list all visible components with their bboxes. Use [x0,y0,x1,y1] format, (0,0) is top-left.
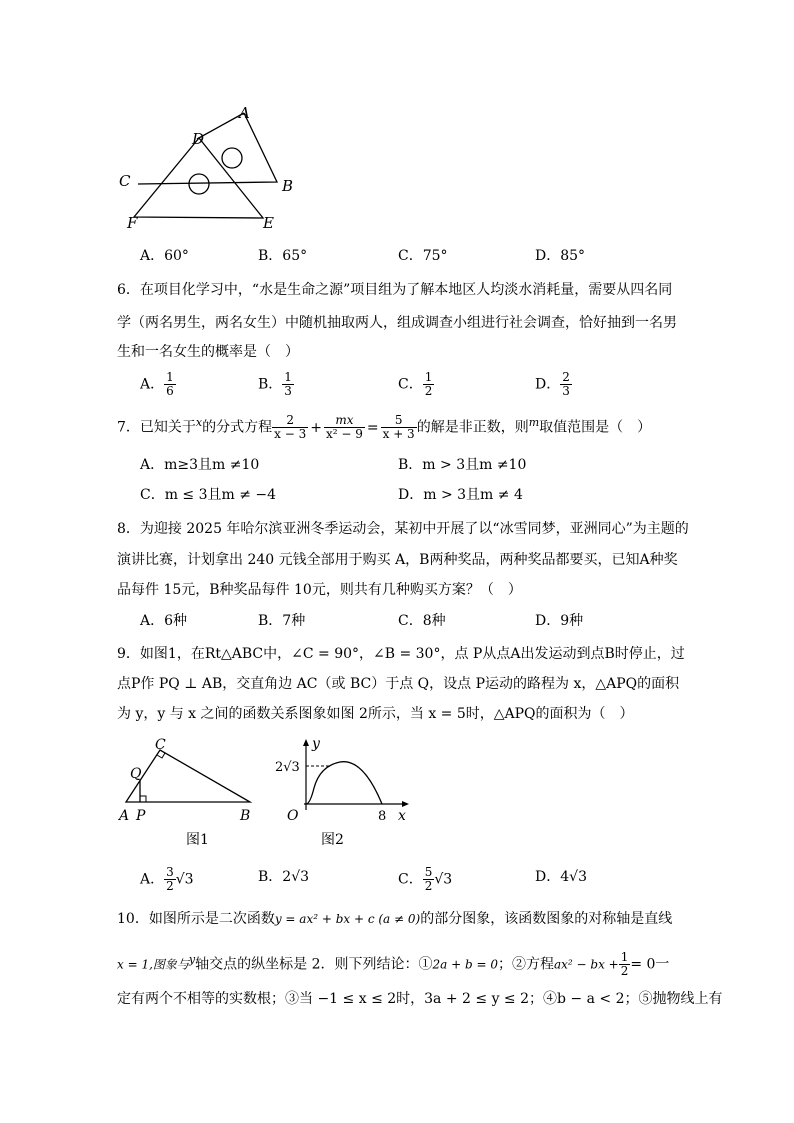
label-c: C [119,172,131,190]
q5-option-c: C．75° [398,248,448,264]
q7-fraction-2: $\frac{mx}{\text{x² − 9}}$ [325,413,363,442]
q9-line-1: 9．如图1，在Rt△ABC中，∠C = 90°，∠B = 30°，点 P从点A出发运动到点B时停止，过 [117,646,685,662]
q7-stem: 7．已知关于$^x$的分式方程 $\frac{2}{x - 3}$ + $\frac{mx}{\text{x² − 9}}$ = $\frac{5}{x + 3}$ 的解是非正数，则$^m$取值范围是（ ） [117,413,652,442]
label-o: O [287,808,299,824]
q9-figure-2 [270,732,410,852]
label-x: x [398,808,406,824]
angle-marker-circle [222,148,242,168]
q10-line-2: x = 1,图象与$^y$轴交点的纵坐标是 2．则下列结论：①2a + b = 0；②方程ax² − bx + $\frac{1}{2}$ = 0一 [117,950,670,979]
label-b: B [282,177,294,195]
q5-option-b: B．65° [258,248,308,264]
q9-option-d: D．4√3 [535,869,587,885]
q6-option-c: C． $\frac{1}{2}$ [398,370,433,398]
q8-line-2: 演讲比赛，计划拿出 240 元钱全部用于购买 A，B两种奖品，两种奖品都要买，已知A种奖 [117,552,678,568]
q6-option-b: B． $\frac{1}{3}$ [258,370,292,398]
q9-line-3: 为 y，y 与 x 之间的函数关系图象如图 2所示，当 x = 5时，△APQ的面积为（ ） [117,706,634,722]
q5-option-a: A．60° [140,248,189,264]
label-p: P [136,808,146,824]
triangle-abc [126,750,250,802]
label-peak: 2√3 [275,760,300,775]
label-y: y [312,736,320,752]
q6-option-a: A． $\frac{1}{6}$ [140,370,174,398]
q5-option-d: D．85° [535,248,586,264]
segment-ad [197,113,244,139]
q8-option-a: A．6种 [140,613,188,629]
triangle-figure [110,100,310,235]
q9-option-b: B．2√3 [258,869,310,885]
q9-line-2: 点P作 PQ ⊥ AB，交直角边 AC（或 BC）于点 Q，设点 P运动的路程为 x，△APQ的面积 [117,676,680,692]
y-axis-arrow [303,739,309,746]
q8-option-d: D．9种 [535,613,584,629]
caption-fig2: 图2 [321,832,344,848]
right-angle-mark-p [140,796,146,802]
q9-option-c: C． $\frac{5}{2}$ √3 [398,865,453,893]
q7-option-b: B．m > 3且m ≠10 [398,457,527,473]
q8-line-3: 品每件 15元，B种奖品每件 10元，则共有几种购买方案？（ ） [117,582,522,598]
q7-fraction-3: $\frac{5}{x + 3}$ [382,413,415,442]
q7-fraction-1: $\frac{2}{x - 3}$ [274,413,307,442]
label-a: A [239,104,250,122]
triangle-def [134,138,263,218]
q6-line-3: 生和一名女生的概率是（ ） [117,344,299,360]
q8-option-c: C．8种 [398,613,446,629]
q7-option-c: C．m ≤ 3且m ≠ −4 [140,487,277,503]
label-d: D [192,130,205,148]
caption-fig1: 图1 [186,832,209,848]
q10-line-3: 定有两个不相等的实数根；③当 −1 ≤ x ≤ 2时，3a + 2 ≤ y ≤ 2；④b − a < 2；⑤抛物线上有 [117,991,723,1007]
label-a: A [119,808,130,824]
q10-line-1: 10．如图所示是二次函数y = ax² + bx + c (a ≠ 0)的部分图象，该函数图象的对称轴是直线 [117,911,673,927]
label-f: F [127,214,138,232]
q7-option-a: A．m≥3且m ≠10 [140,457,260,473]
label-e: E [263,214,274,232]
curve [306,762,382,804]
label-q: Q [130,766,142,782]
x-axis-arrow [402,801,409,807]
q8-line-1: 8．为迎接 2025 年哈尔滨亚洲冬季运动会，某初中开展了以“冰雪同梦，亚洲同心”为主题的 [117,521,689,537]
angle-marker-circle [189,174,209,194]
q6-line-1: 6．在项目化学习中，“水是生命之源”项目组为了解本地区人均淡水消耗量，需要从四名同 [117,282,673,298]
label-b: B [240,808,251,824]
q8-option-b: B．7种 [258,613,306,629]
label-8: 8 [378,809,387,824]
q9-figure-1 [110,732,270,852]
q6-option-d: D． $\frac{2}{3}$ [535,370,570,398]
q9-option-a: A． $\frac{3}{2}$ √3 [140,865,194,893]
label-c: C [155,737,166,753]
q7-option-d: D．m > 3且m ≠ 4 [398,487,523,503]
q6-line-2: 学（两名男生，两名女生）中随机抽取两人，组成调查小组进行社会调查，恰好抽到一名男 [117,315,677,331]
